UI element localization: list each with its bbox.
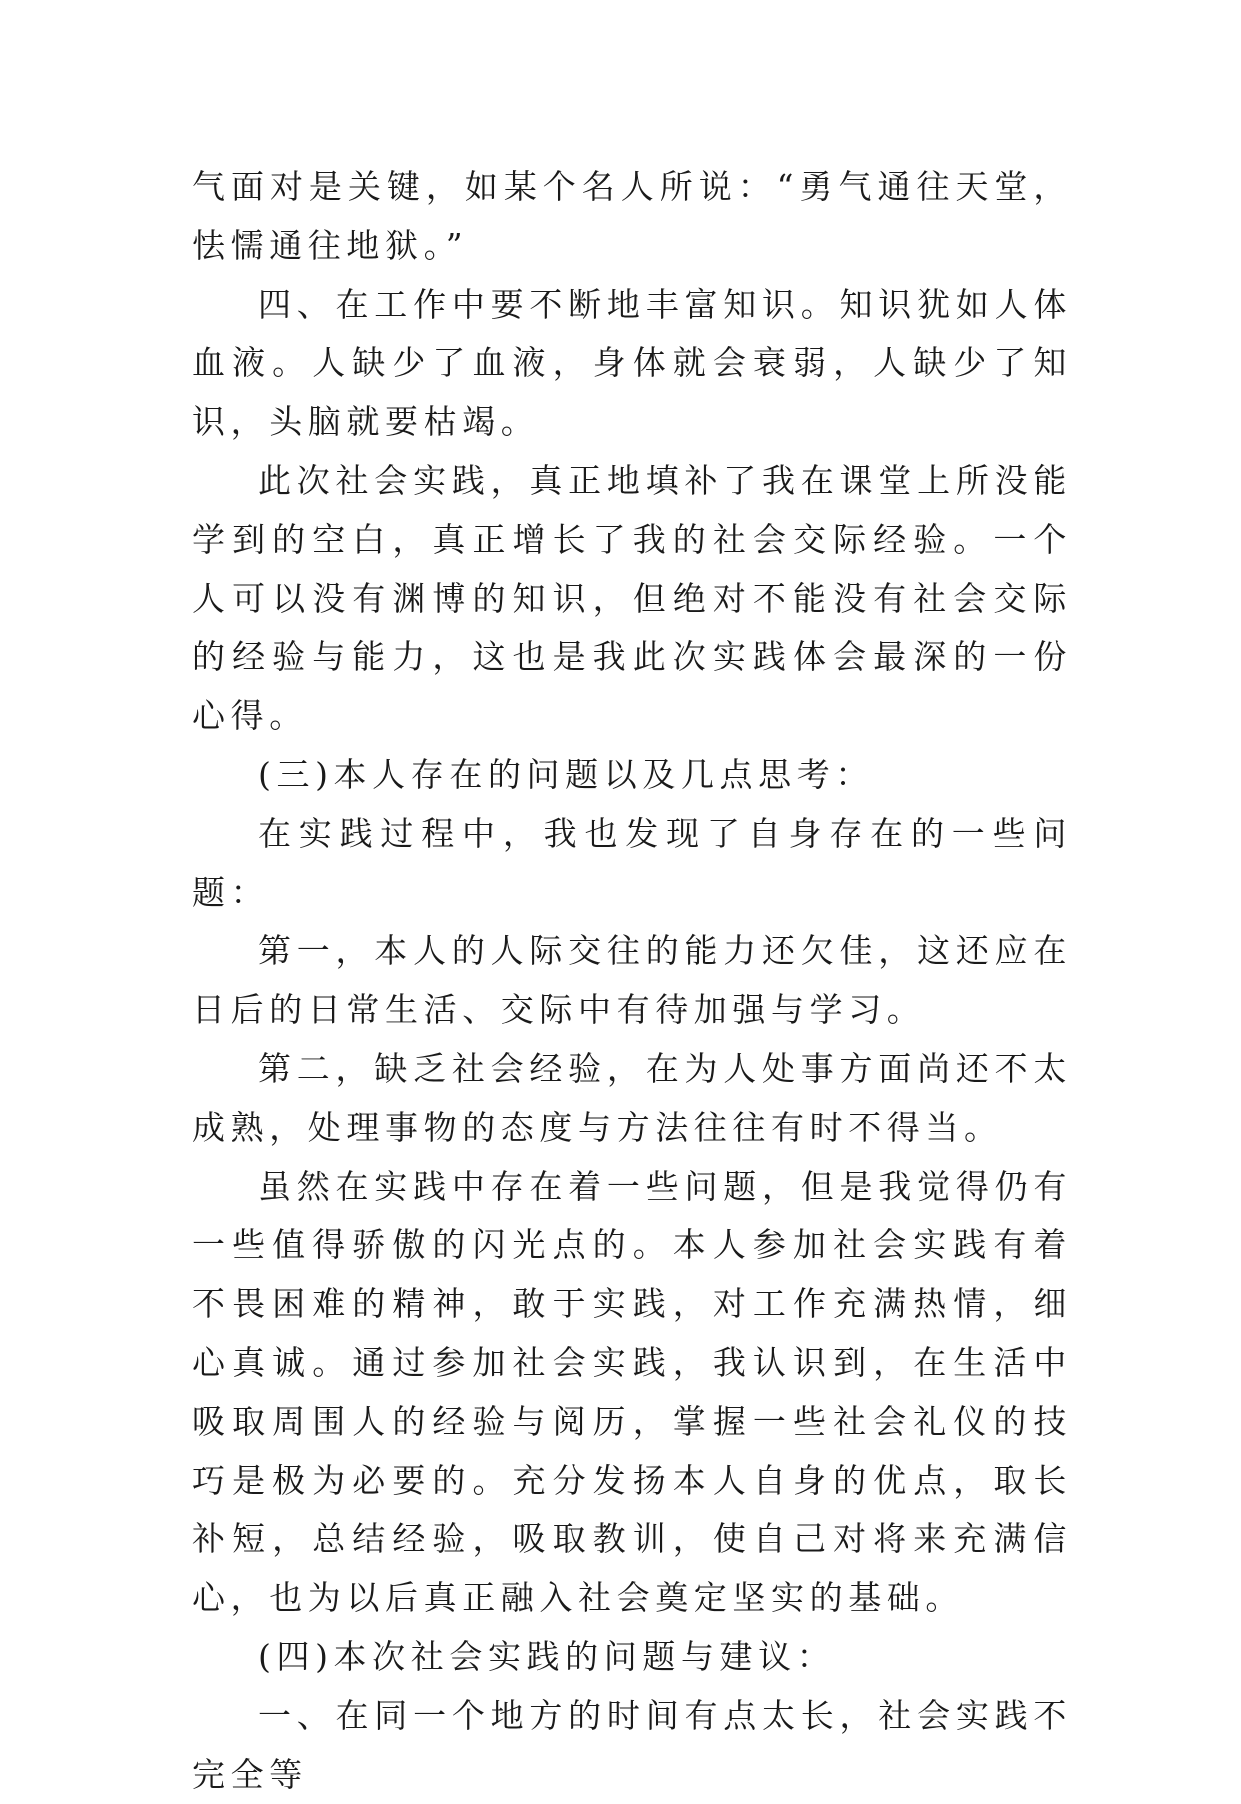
paragraph-strengths: 虽然在实践中存在着一些问题，但是我觉得仍有一些值得骄傲的闪光点的。本人参加社会实践有着不畏困难的精神，敢于实践，对工作充满热情，细心真诚。通过参加社会实践，我认识到，在生活中吸取周围人的经验与阅历，掌握一些社会礼仪的技巧是极为必要的。充分发扬本人自身的优点，取长补短，总结经验，吸取教训，使自己对将来充满信心，也为以后真正融入社会奠定坚实的基础。	[192, 1166, 1072, 1618]
paragraph-problem-second: 第二，缺乏社会经验，在为人处事方面尚还不太成熟，处理事物的态度与方法往往有时不得当。	[192, 1048, 1072, 1147]
paragraph-practice-summary: 此次社会实践，真正地填补了我在课堂上所没能学到的空白，真正增长了我的社会交际经验。一个人可以没有渊博的知识，但绝对不能没有社会交际的经验与能力，这也是我此次实践体会最深的一份心得。	[192, 460, 1072, 736]
paragraph-problems-intro: 在实践过程中，我也发现了自身存在的一些问题：	[192, 813, 1072, 912]
section-heading-problems: (三)本人存在的问题以及几点思考：	[258, 754, 874, 794]
paragraph-problem-first: 第一，本人的人际交往的能力还欠佳，这还应在日后的日常生活、交际中有待加强与学习。	[192, 931, 1072, 1030]
paragraph-suggestion-first: 一、在同一个地方的时间有点太长，社会实践不完全等	[192, 1695, 1072, 1794]
section-heading-suggestions: (四)本次社会实践的问题与建议：	[258, 1636, 836, 1676]
paragraph-continuation: 气面对是关键，如某个名人所说：“勇气通往天堂，怯懦通往地狱。”	[192, 167, 1072, 265]
paragraph-knowledge: 四、在工作中要不断地丰富知识。知识犹如人体血液。人缺少了血液，身体就会衰弱，人缺少了知识，头脑就要枯竭。	[192, 284, 1072, 442]
document-body	[192, 158, 1072, 1804]
